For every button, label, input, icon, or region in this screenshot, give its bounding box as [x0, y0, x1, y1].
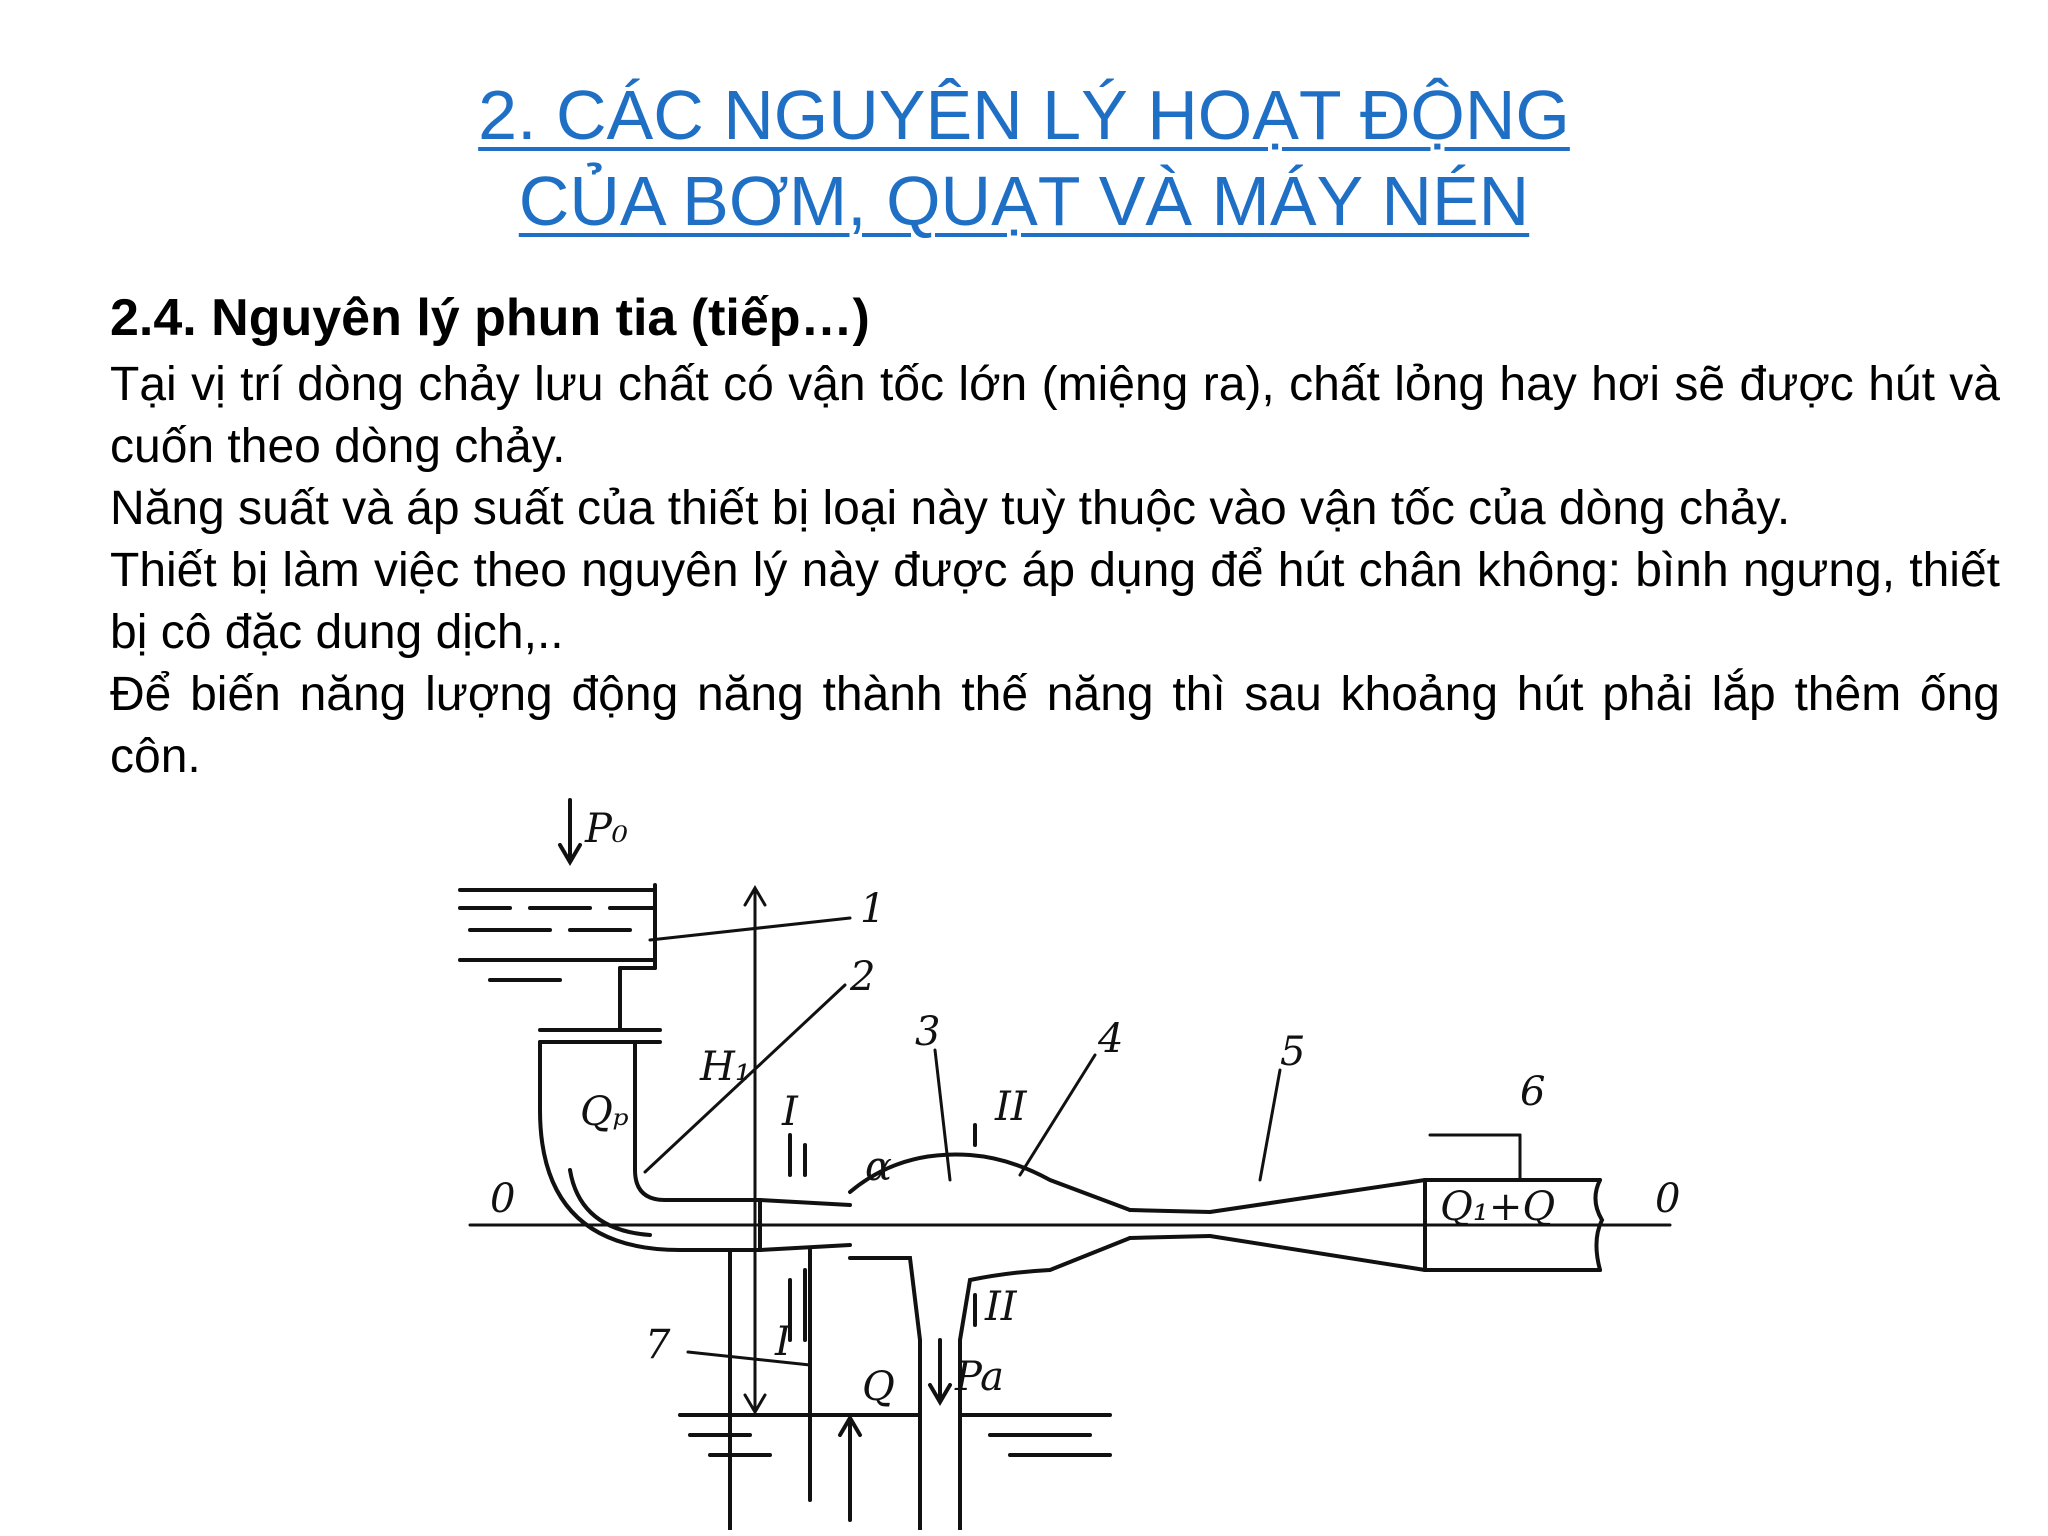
label-section-1-bottom: I: [775, 1319, 791, 1365]
label-axis-left: 0: [490, 1176, 516, 1222]
slide-title-line-1: 2. CÁC NGUYÊN LÝ HOẠT ĐỘNG: [478, 76, 1570, 154]
ejector-diagram: [430, 780, 1690, 1530]
ejector-diagram-svg: [430, 780, 1690, 1530]
label-h: H₁: [700, 1044, 751, 1090]
label-part-1: 1: [860, 886, 886, 932]
label-part-6: 6: [1520, 1069, 1546, 1115]
label-part-7: 7: [645, 1322, 671, 1368]
slide-title-line-2: CỦA BƠM, QUẠT VÀ MÁY NÉN: [518, 162, 1530, 240]
label-outlet-flow: Q₁+Q: [1440, 1184, 1556, 1230]
label-part-3: 3: [915, 1009, 941, 1055]
paragraph-2: Năng suất và áp suất của thiết bị loại này tuỳ thuộc vào vận tốc của dòng chảy.: [110, 482, 1791, 535]
paragraph-3: Thiết bị làm việc theo nguyên lý này được áp dụng để hút chân không: bình ngưng, thiết bị cô đặc dung dịch,..: [110, 544, 2000, 659]
label-qp: Qₚ: [580, 1089, 629, 1135]
slide-title: [0, 72, 2048, 244]
label-q: Q: [862, 1364, 895, 1410]
label-part-2: 2: [850, 954, 876, 1000]
label-section-1-top: I: [782, 1089, 798, 1135]
paragraph-4: Để biến năng lượng động năng thành thế năng thì sau khoảng hút phải lắp thêm ống côn.: [110, 668, 2000, 783]
body-text: [110, 354, 2000, 788]
label-part-5: 5: [1280, 1029, 1306, 1075]
section-heading: 2.4. Nguyên lý phun tia (tiếp…): [110, 289, 870, 347]
label-p0: P₀: [585, 806, 628, 852]
label-pa: Pa: [955, 1354, 1004, 1400]
label-axis-right: 0: [1655, 1176, 1681, 1222]
label-section-2-top: II: [995, 1084, 1027, 1130]
label-alpha: α: [865, 1144, 893, 1190]
paragraph-1: Tại vị trí dòng chảy lưu chất có vận tốc lớn (miệng ra), chất lỏng hay hơi sẽ được hút và cuốn theo dòng chảy.: [110, 358, 2000, 473]
label-section-2-bottom: II: [985, 1284, 1017, 1330]
label-part-4: 4: [1098, 1016, 1124, 1062]
